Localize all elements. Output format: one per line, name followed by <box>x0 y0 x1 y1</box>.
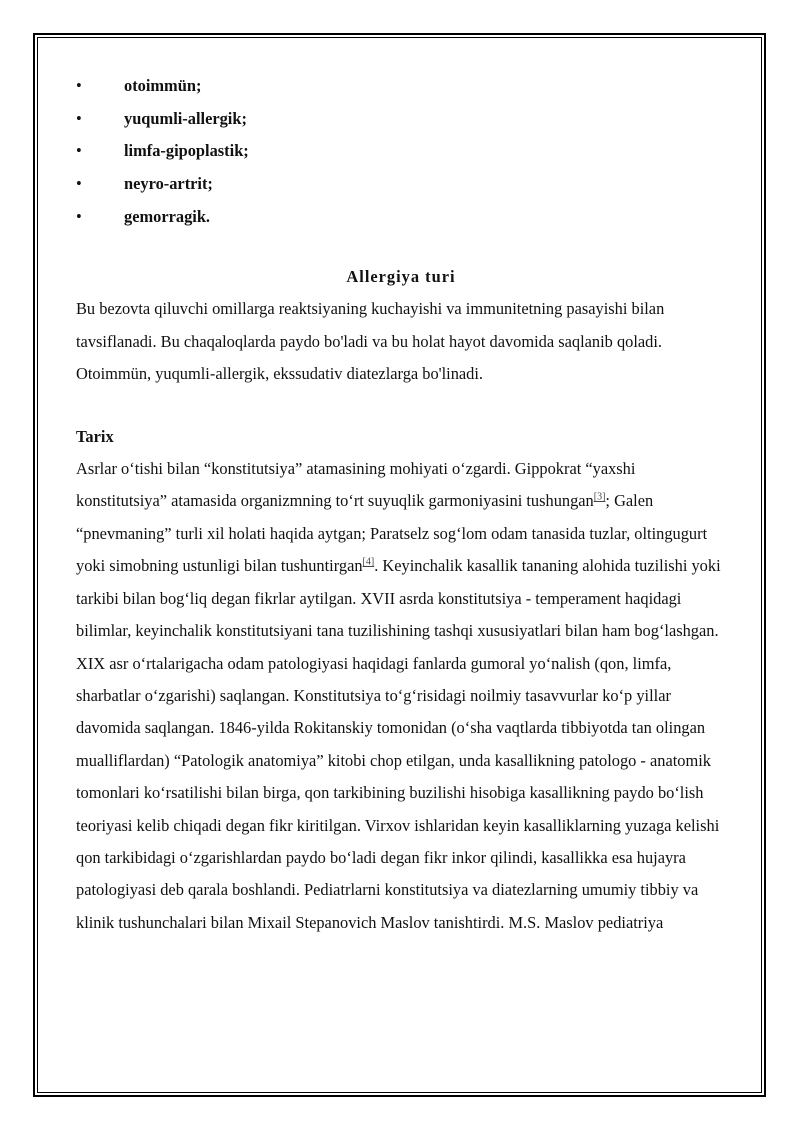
history-paragraph: Asrlar o‘tishi bilan “konstitutsiya” atamasining mohiyati o‘zgardi. Gippokrat “yaxshi konstitutsiya” atamasida organizmning to‘rt suyuqlik garmoniyasini tushungan[3]; Galen “pnevmaning” turli xil holati haqida aytgan; Paratselz sog‘lom odam tanasida tuzlar, oltingugurt yoki simobning ustunligi bilan tushuntirgan[4]. Keyinchalik kasallik tananing alohida tuzilishi yoki tarkibi bilan bog‘liq degan fikrlar aytilgan. XVII asrda konstitutsiya - temperament haqidagi bilimlar, keyinchalik konstitutsiyani tana tuzilishining tashqi xususiyatlari bilan ham bog‘lashgan. XIX asr o‘rtalarigacha odam patologiyasi haqidagi fanlarda gumoral yo‘nalish (qon, limfa, sharbatlar o‘zgarishi) saqlangan. Konstitutsiya to‘g‘risidagi noilmiy tasavvurlar ko‘p yillar davomida saqlangan. 1846-yilda Rokitanskiy tomonidan (o‘sha vaqtlarda tibbiyotda tan olingan mualliflardan) “Patologik anatomiya” kitobi chop etilgan, unda kasallikning patologo - anatomik tomonlari ko‘rsatilishi bilan birga, qon tarkibining buzilishi hisobiga kasallikning paydo bo‘lish teoriyasi kelib chiqadi degan fikr kiritilgan. Virxov ishlaridan keyin kasalliklarning yuzaga kelishi qon tarkibidagi o‘zgarishlardan paydo bo‘ladi degan fikr inkor qilindi, kasallikka esa hujayra patologiyasi deb qarala boshlandi. Pediatrlarni konstitutsiya va diatezlarning umumiy tibbiy va klinik tushunchalari bilan Mixail Stepanovich Maslov tanishtirdi. M.S. Maslov pediatriya <box>76 459 721 932</box>
bullet-icon: • <box>76 174 82 194</box>
bullet-icon: • <box>76 206 82 226</box>
list-item: • neyro-artrit; <box>76 168 726 201</box>
list-item: • limfa-gipoplastik; <box>76 135 726 168</box>
reference-link-3[interactable]: [3] <box>593 492 606 503</box>
bullet-icon: • <box>76 76 82 95</box>
list-item: • otoimmün; <box>76 70 726 103</box>
history-heading: Tarix <box>76 426 114 446</box>
reference-link-4[interactable]: [4] <box>362 556 375 568</box>
section-title: Allergiya turi <box>346 267 456 287</box>
bullet-list <box>76 70 726 233</box>
list-item: • gemorragik. <box>76 201 726 234</box>
bullet-icon: • <box>76 141 82 161</box>
bullet-icon: • <box>76 108 82 128</box>
list-item: • yuqumli-allergik; <box>76 103 726 136</box>
document-body <box>76 70 726 939</box>
section-paragraph: Bu bezovta qiluvchi omillarga reaktsiyaning kuchayishi va immunitetning pasayishi bilan tavsiflanadi. Bu chaqaloqlarda paydo bo'ladi va bu holat hayot davomida saqlanib qoladi. Otoimmün, yuqumli-allergik, ekssudativ diatezlarga bo'linadi. <box>76 299 665 384</box>
